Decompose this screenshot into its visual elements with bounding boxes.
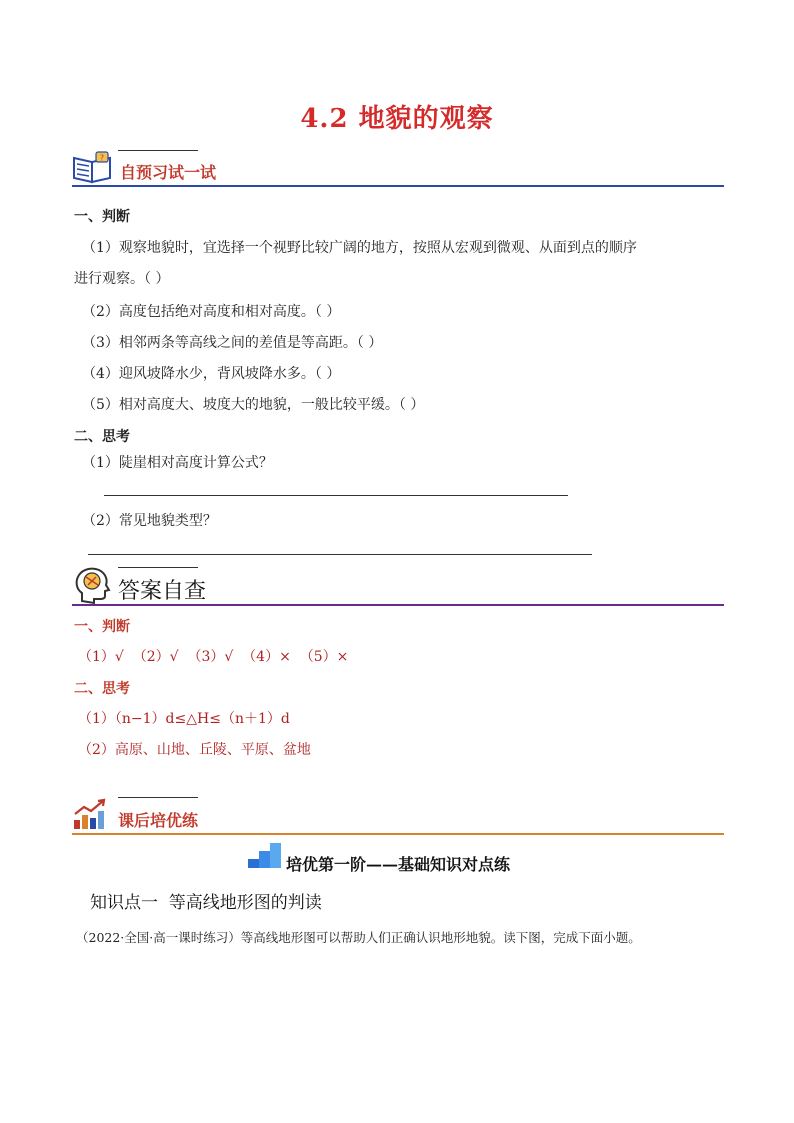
preview-judge-item-4: （4）迎风坡降水少，背风坡降水多。（ ） [82,366,341,382]
preview-heading: 自预习试一试 [120,163,217,182]
svg-text:?: ? [99,153,105,163]
answer-blank-line [104,495,568,496]
stairs-icon [248,843,282,869]
answers-heading-rule [72,604,724,606]
growth-chart-icon [72,798,108,830]
answers-heading-overline [118,567,198,568]
after-class-heading: 课后培优练 [118,811,199,830]
answers-heading: 答案自查 [118,579,207,604]
answer-blank-line [88,554,592,555]
book-icon [70,150,114,186]
stage-title: 培优第一阶——基础知识对点练 [286,855,511,874]
preview-judge-heading: 一、判断 [74,209,130,225]
preview-judge-item-5: （5）相对高度大、坡度大的地貌，一般比较平缓。（ ） [82,397,425,413]
answers-think-heading: 二、思考 [74,681,130,697]
preview-think-heading: 二、思考 [74,429,130,445]
answers-judge-text: （1）√ （2）√ （3）√ （4）× （5）× [78,649,349,665]
preview-heading-rule [72,185,724,187]
after-class-heading-overline [118,797,198,798]
preview-judge-item-1-cont: 进行观察。（ ） [74,271,170,287]
preview-think-item-2: （2）常见地貌类型？ [82,513,217,529]
after-class-heading-rule [72,833,724,835]
preview-judge-item-2: （2）高度包括绝对高度和相对高度。（ ） [82,304,341,320]
answers-judge-heading: 一、判断 [74,619,130,635]
answers-think-item-1: （1）（n−1）d≤△H≤（n＋1）d [78,711,290,727]
preview-judge-item-1: （1）观察地貌时，宜选择一个视野比较广阔的地方，按照从宏观到微观、从面到点的顺序 [82,240,637,256]
answers-think-item-2: （2）高原、山地、丘陵、平原、盆地 [78,742,311,758]
question-source-text: （2022·全国·高一课时练习）等高线地形图可以帮助人们正确认识地形地貌。读下图，完成下面小题。 [76,930,641,945]
preview-judge-item-3: （3）相邻两条等高线之间的差值是等高距。（ ） [82,335,383,351]
preview-heading-overline [118,150,198,151]
knowledge-point-title: 知识点一 等高线地形图的判读 [90,893,322,913]
preview-think-item-1: （1）陡崖相对高度计算公式？ [82,455,273,471]
page-title: 4.2 地貌的观察 [300,104,494,134]
head-thinking-icon [72,565,112,605]
